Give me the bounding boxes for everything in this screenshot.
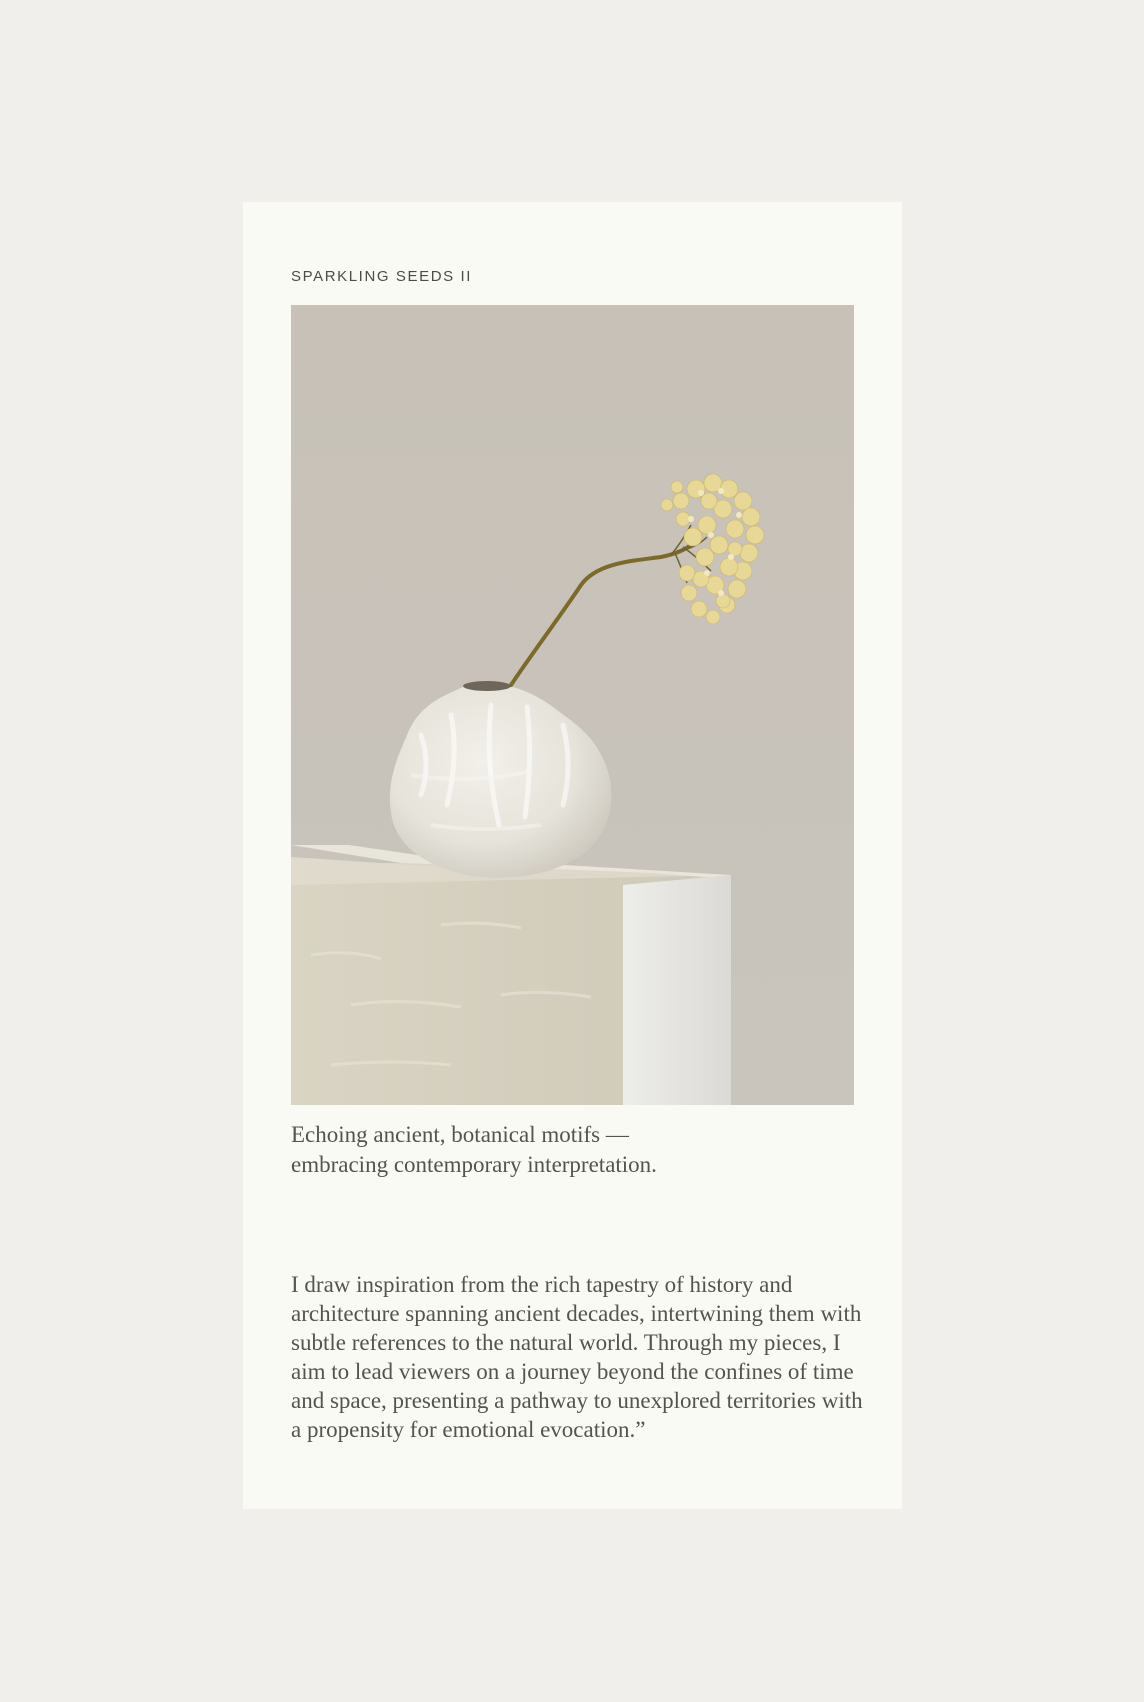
artist-statement: I draw inspiration from the rich tapestry of history and architecture spanning ancient decades, intertwining them with subtle references to the natural world. Through my pieces, I aim to lead viewers on a journey beyond the confines of time and space, presenting a pathway to unexplored territories with a propensity for emotional evocation.” — [291, 1272, 863, 1442]
caption-line-2: embracing contemporary interpretation. — [291, 1152, 657, 1177]
artwork-caption — [291, 1120, 771, 1180]
artwork-card — [243, 202, 902, 1509]
artwork-title: SPARKLING SEEDS II — [291, 268, 473, 285]
caption-line-1: Echoing ancient, botanical motifs — — [291, 1122, 629, 1147]
artwork-photo — [291, 305, 854, 1105]
